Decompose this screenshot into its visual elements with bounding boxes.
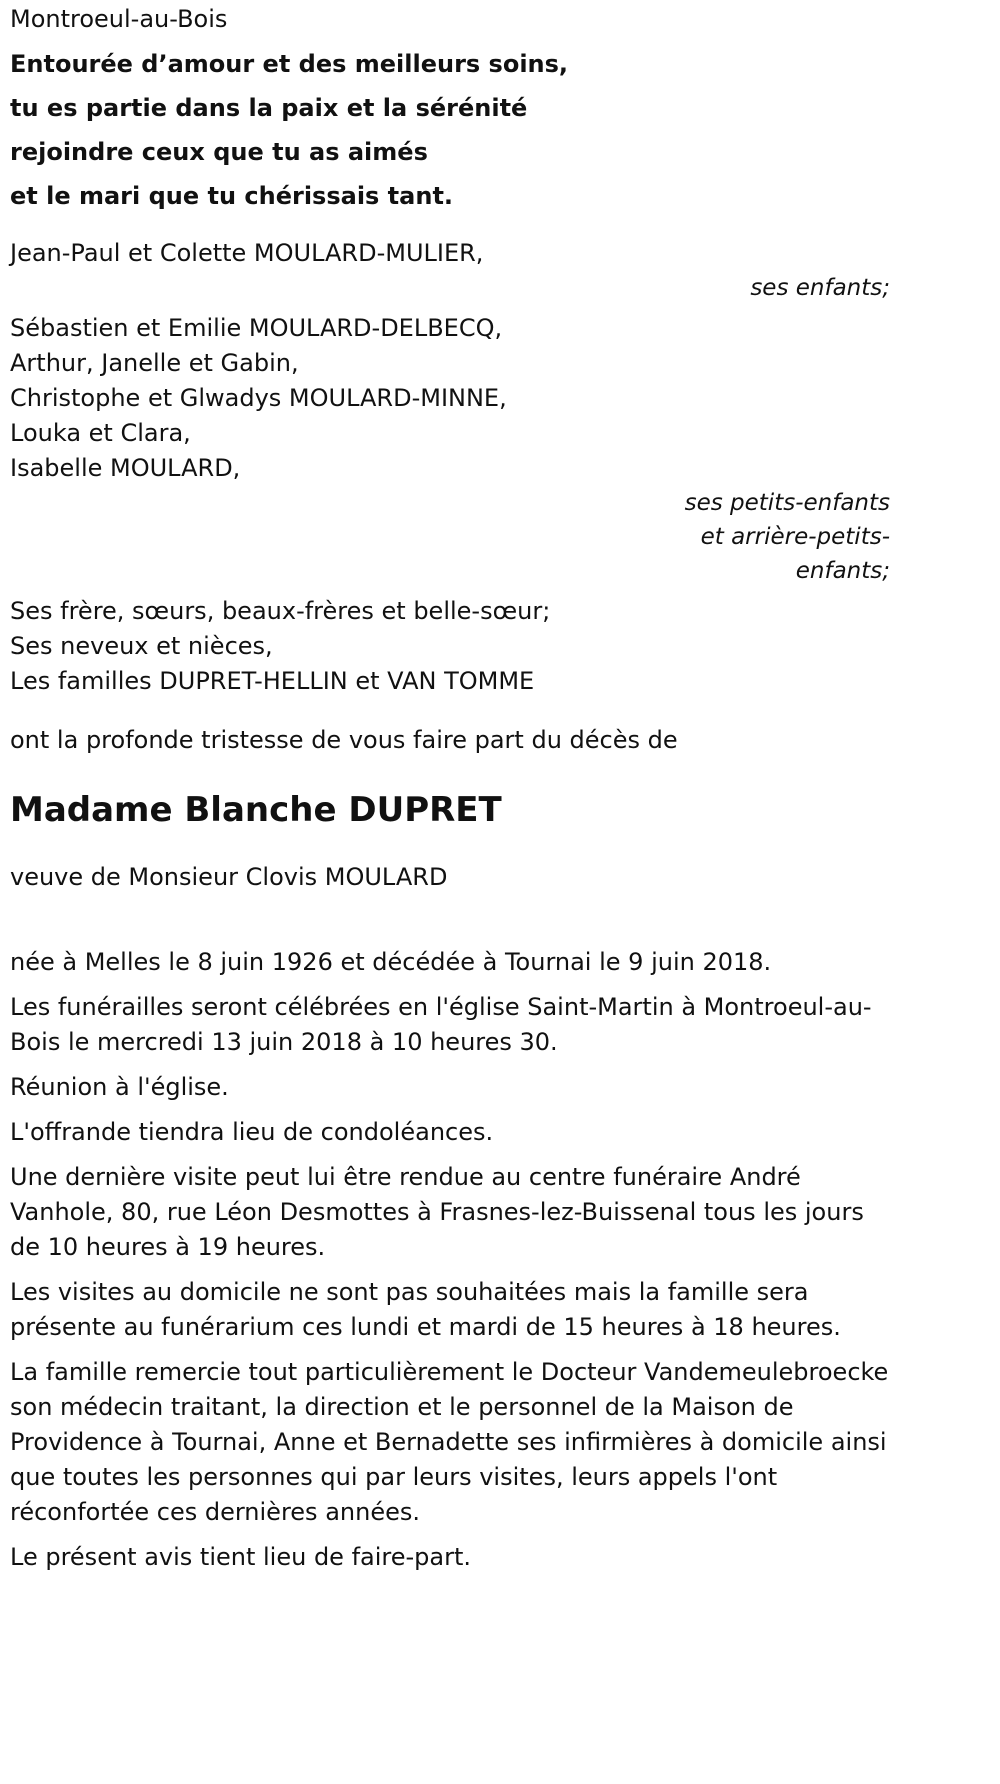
obituary-page <box>0 4 1000 1784</box>
paragraph-notice: Le présent avis tient lieu de faire-part. <box>10 1543 472 1571</box>
paragraph-home-visits: Les visites au domicile ne sont pas souhaitées mais la famille sera présente au funérarium ces lundi et mardi de 15 heures à 18 heures. <box>10 1278 841 1341</box>
other-relative: Ses frère, sœurs, beaux-frères et belle-sœur; <box>10 597 551 625</box>
grandchildren-relation: ses petits-enfants <box>684 490 890 516</box>
announcement: ont la profonde tristesse de vous faire part du décès de <box>10 726 678 754</box>
paragraph-funeral: Les funérailles seront célébrées en l'église Saint-Martin à Montroeul-au-Bois le mercredi 13 juin 2018 à 10 heures 30. <box>10 993 872 1056</box>
place-heading: Montroeul-au-Bois <box>10 5 228 33</box>
grandchildren-relation: et arrière-petits- <box>700 524 890 550</box>
deceased-name: Madame Blanche DUPRET <box>10 790 502 830</box>
children-name: Jean-Paul et Colette MOULARD-MULIER, <box>10 239 484 267</box>
grandchildren-block <box>10 311 890 588</box>
poem-line: tu es partie dans la paix et la sérénité <box>10 94 528 122</box>
other-relative: Ses neveux et nièces, <box>10 632 273 660</box>
paragraph-meeting: Réunion à l'église. <box>10 1073 229 1101</box>
poem-line: rejoindre ceux que tu as aimés <box>10 138 428 166</box>
grandchild-name: Arthur, Janelle et Gabin, <box>10 349 299 377</box>
grandchild-name: Isabelle MOULARD, <box>10 454 241 482</box>
paragraph-birth-death: née à Melles le 8 juin 1926 et décédée à Tournai le 9 juin 2018. <box>10 948 772 976</box>
grandchild-name: Louka et Clara, <box>10 419 191 447</box>
obituary-content <box>10 4 890 1575</box>
other-relatives-block <box>10 594 890 699</box>
other-relative: Les familles DUPRET-HELLIN et VAN TOMME <box>10 667 535 695</box>
paragraph-thanks: La famille remercie tout particulièrement le Docteur Vandemeulebroecke son médecin traitant, la direction et le personnel de la Maison de Providence à Tournai, Anne et Bernadette ses infirmières à domicile ainsi que toutes les personnes qui par leurs visites, leurs appels l'ont réconfortée ces dernières années. <box>10 1358 889 1526</box>
children-relation: ses enfants; <box>750 275 890 301</box>
poem <box>10 42 890 218</box>
poem-line: Entourée d’amour et des meilleurs soins, <box>10 50 569 78</box>
grandchildren-relation: enfants; <box>795 558 890 584</box>
grandchild-name: Christophe et Glwadys MOULARD-MINNE, <box>10 384 507 412</box>
grandchild-name: Sébastien et Emilie MOULARD-DELBECQ, <box>10 314 503 342</box>
paragraph-offering: L'offrande tiendra lieu de condoléances. <box>10 1118 494 1146</box>
paragraph-visit: Une dernière visite peut lui être rendue au centre funéraire André Vanhole, 80, rue Léon Desmottes à Frasnes-lez-Buissenal tous les jours de 10 heures à 19 heures. <box>10 1163 864 1261</box>
children-block <box>10 236 890 305</box>
poem-line: et le mari que tu chérissais tant. <box>10 182 454 210</box>
widow-of: veuve de Monsieur Clovis MOULARD <box>10 863 448 891</box>
